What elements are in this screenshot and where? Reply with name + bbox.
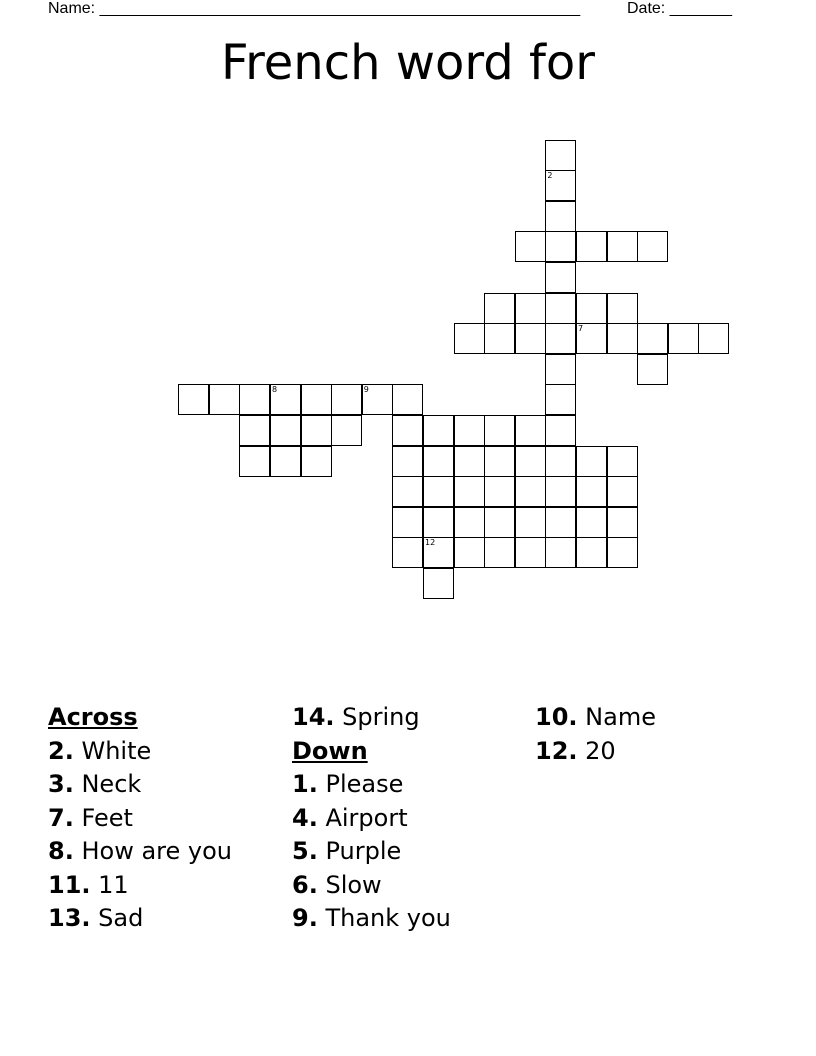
grid-cell[interactable] (454, 446, 485, 477)
down-clue (535, 701, 656, 735)
across-clue (48, 768, 232, 802)
grid-cell[interactable] (545, 170, 576, 201)
grid-cell[interactable] (515, 415, 546, 446)
grid-cell[interactable] (484, 293, 515, 324)
grid-cell[interactable] (515, 293, 546, 324)
clue-number: 3. (48, 770, 74, 798)
clue-number: 9. (292, 904, 318, 932)
date-line: Date: _______ (627, 0, 732, 17)
down-heading: Down (292, 736, 368, 765)
name-line: Name: ______________________________________________________ (48, 0, 581, 17)
clue-number: 11. (48, 870, 91, 899)
clue-number-label: 7 (578, 324, 584, 334)
clue-text: 11 (98, 870, 129, 899)
clue-number-label: 9 (363, 385, 369, 395)
clue-number: 6. (292, 870, 318, 899)
grid-cell[interactable] (392, 476, 423, 507)
clue-number-label: 12 (425, 538, 436, 548)
grid-cell[interactable] (545, 537, 576, 568)
grid-cell[interactable] (545, 262, 576, 293)
grid-cell[interactable] (423, 568, 454, 599)
grid-cell[interactable] (637, 323, 668, 354)
grid-cell[interactable] (423, 507, 454, 538)
grid-cell[interactable] (545, 446, 576, 477)
grid-cell[interactable] (484, 507, 515, 538)
grid-cell[interactable] (545, 415, 576, 446)
grid-cell[interactable] (239, 446, 270, 477)
grid-cell[interactable] (607, 476, 638, 507)
grid-cell[interactable] (454, 476, 485, 507)
grid-cell[interactable] (484, 415, 515, 446)
clue-text: Name (585, 703, 656, 731)
grid-cell[interactable] (423, 446, 454, 477)
grid-cell[interactable] (454, 507, 485, 538)
clue-text: Airport (325, 803, 408, 832)
grid-cell[interactable] (515, 537, 546, 568)
grid-cell[interactable] (454, 537, 485, 568)
down-clue (292, 768, 451, 802)
clue-number: 10. (535, 703, 578, 731)
across-clue (48, 902, 232, 936)
grid-cell[interactable] (576, 323, 607, 354)
grid-cell[interactable] (392, 537, 423, 568)
grid-cell[interactable] (607, 507, 638, 538)
clue-number: 12. (535, 736, 578, 765)
grid-cell[interactable] (607, 231, 638, 262)
grid-cell[interactable] (423, 415, 454, 446)
grid-cell[interactable] (484, 537, 515, 568)
grid-cell[interactable] (515, 323, 546, 354)
clue-text: Sad (98, 904, 144, 932)
grid-cell[interactable] (668, 323, 699, 354)
grid-cell[interactable] (545, 507, 576, 538)
grid-cell[interactable] (576, 507, 607, 538)
grid-cell[interactable] (607, 323, 638, 354)
grid-cell[interactable] (331, 384, 362, 415)
grid-cell[interactable] (270, 384, 301, 415)
clue-text: Spring (342, 703, 420, 731)
clue-text: 20 (585, 736, 616, 765)
down-clue (292, 835, 451, 869)
down-clue (292, 902, 451, 936)
grid-cell[interactable] (515, 231, 546, 262)
clue-text: Slow (325, 870, 382, 899)
grid-cell[interactable] (423, 476, 454, 507)
grid-cell[interactable] (545, 293, 576, 324)
down-clue (292, 802, 451, 836)
grid-cell[interactable] (545, 140, 576, 171)
down-clue (292, 869, 451, 903)
across-clue (48, 835, 232, 869)
grid-cell[interactable] (270, 446, 301, 477)
grid-cell[interactable] (607, 446, 638, 477)
clue-number: 4. (292, 803, 318, 832)
grid-cell[interactable] (545, 476, 576, 507)
grid-cell[interactable] (545, 293, 576, 324)
clue-text: Neck (81, 770, 142, 798)
grid-cell[interactable] (698, 323, 729, 354)
clue-number: 7. (48, 803, 74, 832)
grid-cell[interactable] (515, 476, 546, 507)
grid-cell[interactable] (423, 537, 454, 568)
grid-cell[interactable] (301, 446, 332, 477)
grid-cell[interactable] (576, 476, 607, 507)
grid-cell[interactable] (545, 323, 576, 354)
clue-number: 14. (292, 703, 335, 731)
across-clue (48, 869, 232, 903)
grid-cell[interactable] (392, 507, 423, 538)
grid-cell[interactable] (545, 201, 576, 232)
grid-cell[interactable] (454, 323, 485, 354)
grid-cell[interactable] (545, 354, 576, 385)
clue-number-label: 8 (272, 385, 278, 395)
grid-cell[interactable] (392, 384, 423, 415)
clue-number: 5. (292, 837, 318, 865)
grid-cell[interactable] (239, 384, 270, 415)
clue-column-2 (292, 701, 451, 936)
grid-cell[interactable] (576, 537, 607, 568)
grid-cell[interactable] (637, 354, 668, 385)
clue-text: Purple (325, 837, 402, 865)
grid-cell[interactable] (607, 293, 638, 324)
grid-cell[interactable] (576, 231, 607, 262)
across-heading: Across (48, 703, 138, 731)
clue-text: Feet (81, 803, 133, 832)
clue-number: 13. (48, 904, 91, 932)
clue-text: Please (325, 770, 404, 798)
grid-cell[interactable] (484, 446, 515, 477)
across-clue (48, 802, 232, 836)
grid-cell[interactable] (515, 446, 546, 477)
grid-cell[interactable] (301, 415, 332, 446)
grid-cell[interactable] (637, 231, 668, 262)
clue-number: 8. (48, 837, 74, 865)
grid-cell[interactable] (545, 231, 576, 262)
clue-text: White (81, 736, 152, 765)
grid-cell[interactable] (484, 323, 515, 354)
across-clue (292, 701, 451, 735)
grid-cell[interactable] (270, 415, 301, 446)
grid-cell[interactable] (178, 384, 209, 415)
clue-text: How are you (81, 837, 232, 865)
grid-cell[interactable] (392, 415, 423, 446)
clue-text: Thank you (325, 904, 451, 932)
grid-cell[interactable] (209, 384, 240, 415)
grid-cell[interactable] (576, 293, 607, 324)
grid-cell[interactable] (607, 537, 638, 568)
clue-number: 1. (292, 770, 318, 798)
across-clue (48, 735, 232, 769)
clue-number: 2. (48, 736, 74, 765)
grid-cell[interactable] (362, 384, 393, 415)
down-clue (535, 735, 656, 769)
grid-cell[interactable] (392, 446, 423, 477)
grid-cell[interactable] (545, 384, 576, 415)
clue-number-label: 2 (547, 171, 553, 181)
grid-cell[interactable] (301, 384, 332, 415)
clue-column-3 (535, 701, 656, 768)
page-title: French word for (220, 35, 596, 91)
grid-cell[interactable] (331, 415, 362, 446)
clue-column-1 (48, 701, 232, 936)
grid-cell[interactable] (484, 476, 515, 507)
grid-cell[interactable] (515, 507, 546, 538)
grid-cell[interactable] (576, 446, 607, 477)
grid-cell[interactable] (239, 415, 270, 446)
grid-cell[interactable] (454, 415, 485, 446)
